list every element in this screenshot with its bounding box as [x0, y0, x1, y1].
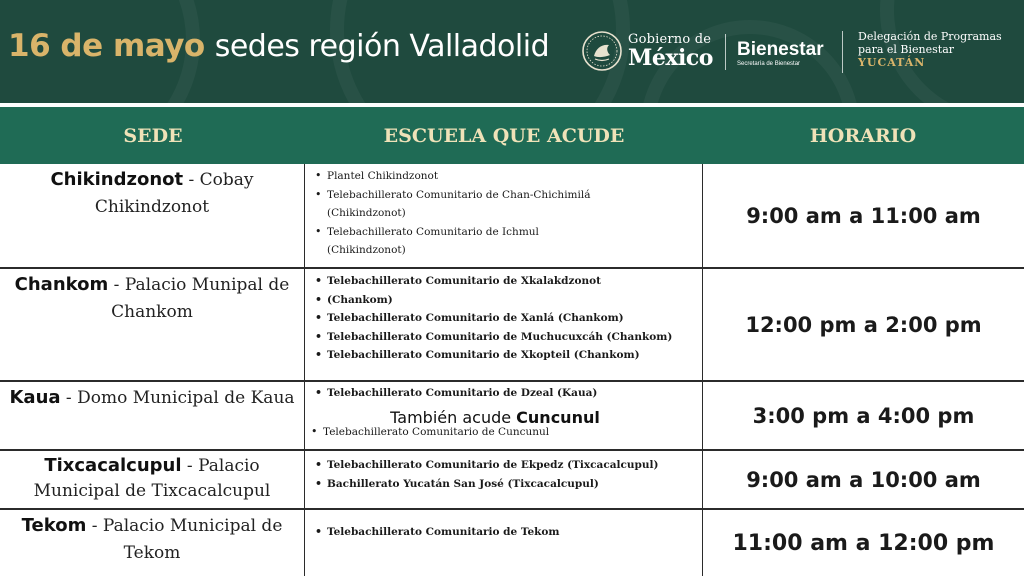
- horario-cell: [702, 269, 1024, 381]
- bienestar-subtitle: Secretaría de Bienestar: [737, 61, 801, 67]
- horario-cell: [702, 164, 1024, 268]
- list-item: • Telebachillerato Comunitario de Ekpedz (Tixcacalcupul): [315, 456, 702, 475]
- delegacion-line1: Delegación de Programas: [858, 30, 1002, 43]
- table-row: [0, 382, 1024, 449]
- list-item: • Telebachillerato Comunitario de Tekom: [315, 523, 702, 542]
- sede-text: [5, 384, 298, 412]
- column-header-horario: HORARIO: [809, 124, 917, 147]
- list-item: • Telebachillerato Comunitario de Muchucuxcáh (Chankom): [315, 328, 702, 347]
- bienestar-name: Bienestar: [737, 39, 824, 60]
- horario-text: 12:00 pm a 2:00 pm: [745, 313, 982, 337]
- sede-name: Chankom: [14, 274, 109, 295]
- list-item: • (Chankom): [315, 291, 702, 310]
- bienestar-logo: [737, 40, 824, 67]
- logo-divider: [842, 31, 843, 73]
- gobierno-mexico-logo: [628, 33, 713, 69]
- sede-text: [0, 166, 304, 221]
- gobierno-line2: México: [628, 45, 713, 71]
- sede-cell: [0, 510, 304, 576]
- sede-venue: - Cobay Chikindzonot: [94, 170, 254, 217]
- also-attends-prefix: También acude: [390, 407, 517, 427]
- horario-text: 9:00 am a 11:00 am: [746, 204, 981, 228]
- sede-cell: [0, 382, 304, 449]
- column-header-escuela: ESCUELA QUE ACUDE: [383, 124, 625, 147]
- sede-cell: [0, 269, 304, 381]
- horario-cell: [702, 510, 1024, 576]
- mexico-seal-icon: [582, 31, 622, 71]
- page-title: [8, 28, 549, 74]
- escuela-cell: [304, 510, 702, 576]
- list-item: • Telebachillerato Comunitario de Xkopteil (Chankom): [315, 346, 702, 365]
- escuela-cell: [304, 164, 702, 268]
- sede-venue: - Domo Municipal de Kaua: [60, 388, 295, 408]
- gobierno-line1: Gobierno de: [628, 32, 712, 47]
- escuela-cell: [304, 451, 702, 509]
- list-item: (Chikindzonot): [327, 244, 406, 256]
- horario-text: 3:00 pm a 4:00 pm: [752, 403, 975, 428]
- list-item: • Telebachillerato Comunitario de Ichmul: [315, 223, 702, 242]
- sede-name: Kaua: [9, 387, 61, 408]
- delegacion-line2: para el Bienestar: [858, 43, 955, 57]
- sede-text: [0, 512, 304, 567]
- list-item: • Telebachillerato Comunitario de Dzeal (Kaua): [315, 384, 702, 403]
- sede-name: Tixcacalcupul: [44, 455, 182, 476]
- list-item: • Telebachillerato Comunitario de Xkalakdzonot: [315, 272, 702, 291]
- sede-cell: [0, 451, 304, 509]
- school-list: [315, 272, 702, 365]
- table-row: [0, 269, 1024, 381]
- sede-venue: - Palacio Municipal de Tixcacalcupul: [33, 456, 271, 501]
- school-list: [315, 384, 702, 403]
- table-row: [0, 510, 1024, 576]
- sede-cell: [0, 164, 304, 268]
- horario-cell: [702, 451, 1024, 509]
- table-row: [0, 451, 1024, 509]
- escuela-cell: [304, 269, 702, 381]
- sede-name: Chikindzonot: [50, 169, 184, 190]
- table-row: [0, 164, 1024, 268]
- school-list: [315, 456, 702, 493]
- list-item: • Telebachillerato Comunitario de Cuncunul: [311, 425, 702, 439]
- list-item: • Bachillerato Yucatán San José (Tixcacalcupul): [315, 475, 702, 494]
- school-list: [315, 523, 702, 542]
- escuela-cell: [304, 382, 702, 449]
- sede-text: [0, 271, 304, 326]
- horario-text: 9:00 am a 10:00 am: [746, 468, 981, 492]
- list-item: • Telebachillerato Comunitario de Chan-Chichimilá: [315, 186, 702, 205]
- title-date: 16 de mayo: [8, 28, 205, 64]
- column-header-sede: SEDE: [123, 124, 183, 147]
- delegacion-label: [858, 30, 1002, 70]
- top-banner: [0, 0, 1024, 103]
- sede-venue: - Palacio Munipal de Chankom: [108, 275, 290, 322]
- list-item: • Plantel Chikindzonot: [315, 167, 702, 186]
- school-list: [311, 425, 702, 439]
- horario-text: 11:00 am a 12:00 pm: [732, 530, 995, 556]
- sede-venue: - Palacio Municipal de Tekom: [86, 516, 283, 563]
- sede-text: [0, 453, 304, 504]
- table-header: [0, 107, 1024, 164]
- also-attends-town: Cuncunul: [516, 407, 600, 427]
- delegacion-state: YUCATÁN: [858, 56, 926, 70]
- horario-cell: [702, 382, 1024, 449]
- list-item: (Chikindzonot): [327, 207, 406, 219]
- sede-name: Tekom: [21, 515, 87, 536]
- list-item: • Telebachillerato Comunitario de Xanlá (Chankom): [315, 309, 702, 328]
- title-region: sedes región Valladolid: [214, 29, 550, 64]
- school-list: [315, 167, 702, 260]
- logo-divider: [725, 34, 726, 70]
